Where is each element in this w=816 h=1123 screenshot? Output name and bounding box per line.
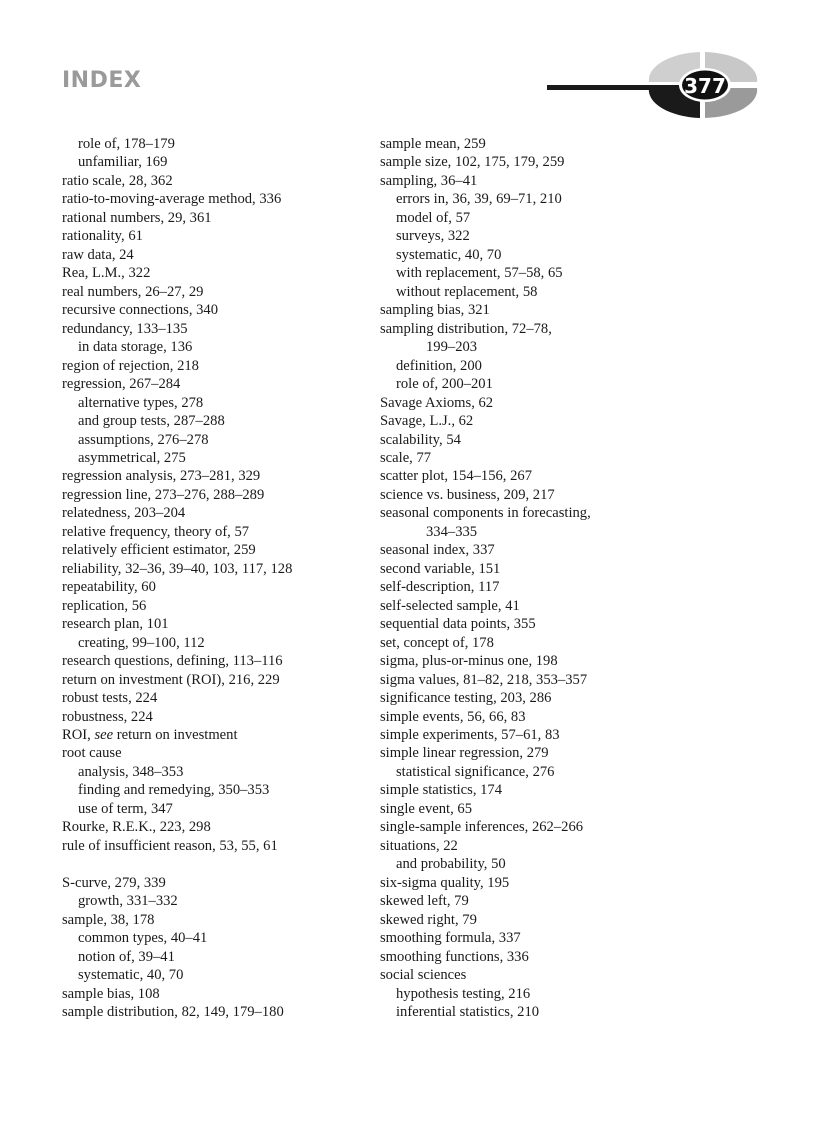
index-column-right <box>380 135 591 1022</box>
entry-text: raw data, 24 <box>62 246 134 263</box>
index-subentry <box>62 135 292 153</box>
entry-text: regression line, 273–276, 288–289 <box>62 486 265 503</box>
index-entry <box>380 929 591 947</box>
index-subentry <box>62 781 292 799</box>
index-entry <box>380 948 591 966</box>
entry-text: finding and remedying, 350–353 <box>78 782 270 799</box>
entry-text: unfamiliar, 169 <box>78 154 168 171</box>
entry-text: statistical significance, 276 <box>396 763 555 780</box>
index-entry <box>380 708 591 726</box>
entry-text: scale, 77 <box>380 449 432 466</box>
index-entry <box>62 874 292 892</box>
entry-text: use of term, 347 <box>78 800 173 817</box>
index-subentry <box>62 929 292 947</box>
index-subentry <box>62 338 292 356</box>
index-entry <box>62 578 292 596</box>
index-entry <box>380 153 591 171</box>
entry-text: reliability, 32–36, 39–40, 103, 117, 128 <box>62 560 293 577</box>
index-entry <box>62 837 292 855</box>
index-subentry <box>380 985 591 1003</box>
index-entry <box>380 744 591 762</box>
index-entry <box>62 726 292 744</box>
entry-text: ratio scale, 28, 362 <box>62 172 173 189</box>
index-subentry <box>62 431 292 449</box>
index-entry <box>380 781 591 799</box>
entry-text: smoothing functions, 336 <box>380 948 529 965</box>
index-entry <box>380 504 591 522</box>
entry-text: social sciences <box>380 967 467 984</box>
entry-text: sample, 38, 178 <box>62 911 155 928</box>
entry-text: surveys, 322 <box>396 228 470 245</box>
index-entry <box>380 560 591 578</box>
index-entry <box>380 634 591 652</box>
entry-text: science vs. business, 209, 217 <box>380 486 555 503</box>
index-subentry <box>62 153 292 171</box>
entry-text: and group tests, 287–288 <box>78 413 225 430</box>
index-entry <box>62 246 292 264</box>
index-entry <box>380 837 591 855</box>
entry-text: ROI, <box>62 727 95 743</box>
entry-text: in data storage, 136 <box>78 339 193 356</box>
entry-text: simple experiments, 57–61, 83 <box>380 727 560 743</box>
index-subentry <box>380 357 591 375</box>
entry-text: inferential statistics, 210 <box>396 1004 540 1021</box>
entry-text: role of, 178–179 <box>78 136 175 152</box>
index-entry <box>62 357 292 375</box>
entry-text: robustness, 224 <box>62 708 153 725</box>
entry-text: region of rejection, 218 <box>62 357 199 374</box>
entry-text: rationality, 61 <box>62 228 143 245</box>
index-entry <box>380 541 591 559</box>
index-entry-continuation <box>380 338 591 356</box>
entry-text: sigma values, 81–82, 218, 353–357 <box>380 671 588 688</box>
entry-text: regression, 267–284 <box>62 376 181 393</box>
cross-reference-see: see <box>94 727 114 743</box>
entry-text: analysis, 348–353 <box>78 763 184 780</box>
index-entry <box>380 320 591 338</box>
index-entry <box>380 135 591 153</box>
entry-text: Savage, L.J., 62 <box>380 413 474 430</box>
entry-text: simple statistics, 174 <box>380 782 503 799</box>
entry-text: sample mean, 259 <box>380 136 486 152</box>
index-entry <box>62 504 292 522</box>
entry-text: relative frequency, theory of, 57 <box>62 523 250 540</box>
entry-text: sampling bias, 321 <box>380 302 490 319</box>
entry-text: scalability, 54 <box>380 431 461 448</box>
index-subentry <box>62 966 292 984</box>
index-entry <box>380 726 591 744</box>
index-entry <box>62 744 292 762</box>
index-entry <box>380 431 591 449</box>
index-subentry <box>380 855 591 873</box>
entry-text: model of, 57 <box>396 209 471 226</box>
index-subentry <box>380 763 591 781</box>
index-subentry <box>380 283 591 301</box>
entry-text: systematic, 40, 70 <box>396 246 502 263</box>
entry-text: return on investment <box>113 727 238 743</box>
entry-text: seasonal components in forecasting, <box>380 505 591 522</box>
index-entry <box>62 486 292 504</box>
entry-text: situations, 22 <box>380 837 458 854</box>
index-entry <box>380 597 591 615</box>
index-subentry <box>62 634 292 652</box>
index-subentry <box>62 763 292 781</box>
index-subentry <box>62 394 292 412</box>
entry-text: growth, 331–332 <box>78 893 178 910</box>
index-entry <box>62 1003 292 1021</box>
entry-text: role of, 200–201 <box>396 376 493 393</box>
entry-text: rational numbers, 29, 361 <box>62 209 212 226</box>
entry-text: hypothesis testing, 216 <box>396 985 531 1002</box>
index-entry <box>62 985 292 1003</box>
entry-text: smoothing formula, 337 <box>380 930 521 947</box>
entry-text: S-curve, 279, 339 <box>62 874 166 891</box>
entry-text: 334–335 <box>426 523 478 540</box>
index-entry <box>62 172 292 190</box>
index-subentry <box>380 190 591 208</box>
index-entry-continuation <box>380 523 591 541</box>
entry-text: recursive connections, 340 <box>62 302 219 319</box>
index-subentry <box>62 948 292 966</box>
index-entry <box>380 412 591 430</box>
index-entry <box>62 190 292 208</box>
index-entry <box>380 818 591 836</box>
index-entry <box>380 172 591 190</box>
entry-text: asymmetrical, 275 <box>78 449 186 466</box>
running-header-title: INDEX <box>62 68 142 93</box>
entry-text: relatedness, 203–204 <box>62 505 186 522</box>
entry-text: errors in, 36, 39, 69–71, 210 <box>396 191 562 208</box>
entry-text: research plan, 101 <box>62 616 169 633</box>
index-entry <box>380 689 591 707</box>
entry-text: Rea, L.M., 322 <box>62 265 151 282</box>
index-entry <box>62 523 292 541</box>
entry-text: replication, 56 <box>62 597 147 614</box>
entry-text: rule of insufficient reason, 53, 55, 61 <box>62 837 278 854</box>
index-entry <box>62 818 292 836</box>
entry-text: second variable, 151 <box>380 560 501 577</box>
index-entry <box>62 560 292 578</box>
entry-text: 199–203 <box>426 339 478 356</box>
index-subentry <box>62 800 292 818</box>
entry-text: self-description, 117 <box>380 579 500 596</box>
index-entry <box>62 209 292 227</box>
entry-text: six-sigma quality, 195 <box>380 874 510 891</box>
entry-text: root cause <box>62 745 122 762</box>
page-number-badge <box>545 50 760 122</box>
index-entry <box>380 449 591 467</box>
index-entry <box>380 874 591 892</box>
index-entry <box>62 375 292 393</box>
entry-text: research questions, defining, 113–116 <box>62 653 283 670</box>
index-entry <box>62 301 292 319</box>
entry-text: ratio-to-moving-average method, 336 <box>62 191 282 208</box>
index-column-left <box>62 135 292 1022</box>
index-entry <box>62 283 292 301</box>
index-entry <box>380 486 591 504</box>
index-entry <box>62 227 292 245</box>
entry-text: regression analysis, 273–281, 329 <box>62 468 261 485</box>
index-entry <box>62 855 292 873</box>
index-entry <box>62 541 292 559</box>
entry-text: sigma, plus-or-minus one, 198 <box>380 653 558 670</box>
entry-text: return on investment (ROI), 216, 229 <box>62 671 280 688</box>
entry-text: notion of, 39–41 <box>78 948 175 965</box>
entry-text: single-sample inferences, 262–266 <box>380 819 584 836</box>
entry-text: simple events, 56, 66, 83 <box>380 708 526 725</box>
page-number: 377 <box>684 74 726 98</box>
entry-text: systematic, 40, 70 <box>78 967 184 984</box>
index-entry <box>62 708 292 726</box>
entry-text: and probability, 50 <box>396 856 506 873</box>
entry-text: relatively efficient estimator, 259 <box>62 542 256 559</box>
entry-text: with replacement, 57–58, 65 <box>396 265 563 282</box>
entry-text: Rourke, R.E.K., 223, 298 <box>62 819 211 836</box>
entry-text: seasonal index, 337 <box>380 542 495 559</box>
entry-text: Savage Axioms, 62 <box>380 394 494 411</box>
entry-text: set, concept of, 178 <box>380 634 494 651</box>
entry-text: robust tests, 224 <box>62 690 158 707</box>
index-entry <box>380 301 591 319</box>
index-entry <box>62 467 292 485</box>
index-entry <box>62 320 292 338</box>
index-subentry <box>62 412 292 430</box>
entry-text: scatter plot, 154–156, 267 <box>380 468 532 485</box>
index-entry <box>380 394 591 412</box>
index-entry <box>62 689 292 707</box>
index-entry <box>380 671 591 689</box>
index-subentry <box>380 375 591 393</box>
entry-text: definition, 200 <box>396 357 482 374</box>
entry-text: sample distribution, 82, 149, 179–180 <box>62 1004 284 1021</box>
index-subentry <box>62 892 292 910</box>
entry-text: sample bias, 108 <box>62 985 160 1002</box>
index-entry <box>62 264 292 282</box>
entry-text: sequential data points, 355 <box>380 616 536 633</box>
entry-text: single event, 65 <box>380 800 473 817</box>
index-entry <box>62 652 292 670</box>
index-entry <box>380 652 591 670</box>
index-subentry <box>380 1003 591 1021</box>
entry-text: skewed left, 79 <box>380 893 469 910</box>
entry-text: sampling distribution, 72–78, <box>380 320 552 337</box>
index-entry <box>380 911 591 929</box>
entry-text: without replacement, 58 <box>396 283 538 300</box>
index-subentry <box>380 264 591 282</box>
index-subentry <box>62 449 292 467</box>
entry-text: sampling, 36–41 <box>380 172 478 189</box>
entry-text: sample size, 102, 175, 179, 259 <box>380 154 565 171</box>
index-subentry <box>380 209 591 227</box>
index-entry <box>380 578 591 596</box>
entry-text: real numbers, 26–27, 29 <box>62 283 204 300</box>
index-entry <box>380 467 591 485</box>
index-subentry <box>380 246 591 264</box>
index-entry <box>62 615 292 633</box>
entry-text: creating, 99–100, 112 <box>78 634 205 651</box>
entry-text: assumptions, 276–278 <box>78 431 209 448</box>
index-entry <box>62 911 292 929</box>
entry-text: skewed right, 79 <box>380 911 477 928</box>
entry-text: simple linear regression, 279 <box>380 745 549 762</box>
entry-text: redundancy, 133–135 <box>62 320 188 337</box>
index-entry <box>380 615 591 633</box>
entry-text: significance testing, 203, 286 <box>380 690 552 707</box>
entry-text: common types, 40–41 <box>78 930 208 947</box>
index-entry <box>380 800 591 818</box>
index-entry <box>62 597 292 615</box>
entry-text: self-selected sample, 41 <box>380 597 520 614</box>
entry-text: repeatability, 60 <box>62 579 156 596</box>
index-entry <box>380 892 591 910</box>
index-subentry <box>380 227 591 245</box>
index-entry <box>380 966 591 984</box>
entry-text: alternative types, 278 <box>78 394 204 411</box>
index-entry <box>62 671 292 689</box>
